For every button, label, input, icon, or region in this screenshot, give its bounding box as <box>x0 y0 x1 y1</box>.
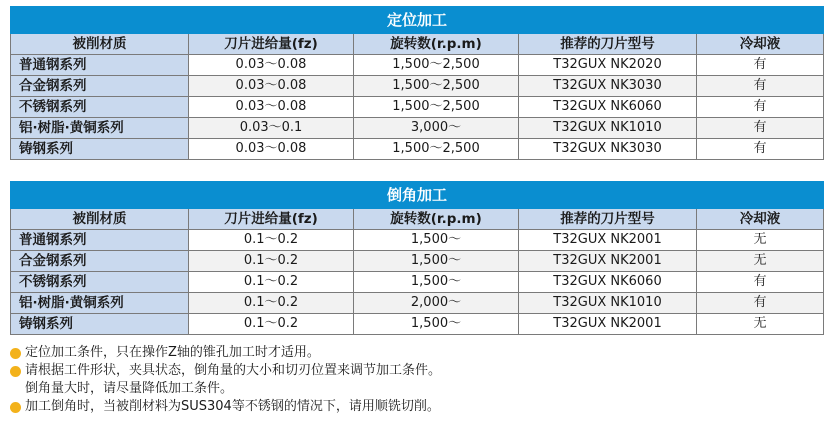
cell-rpm: 1,500～2,500 <box>354 55 519 76</box>
table-row <box>11 118 824 139</box>
cell-material: 铝·树脂·黄铜系列 <box>11 293 189 314</box>
cell-rpm: 2,000～ <box>354 293 519 314</box>
cell-rpm: 1,500～ <box>354 251 519 272</box>
cell-material: 普通钢系列 <box>11 230 189 251</box>
cell-coolant: 无 <box>697 251 824 272</box>
cell-insert: T32GUX NK2001 <box>519 251 697 272</box>
cell-insert: T32GUX NK2001 <box>519 230 697 251</box>
note-text: 请根据工件形状，夹具状态，倒角量的大小和切刃位置来调节加工条件。 <box>25 363 442 378</box>
cell-feed: 0.03～0.08 <box>189 139 354 160</box>
header-coolant: 冷却液 <box>697 209 824 230</box>
cell-feed: 0.1～0.2 <box>189 293 354 314</box>
notes-section <box>10 344 823 416</box>
note-item <box>10 362 823 380</box>
cell-feed: 0.1～0.2 <box>189 251 354 272</box>
cell-insert: T32GUX NK2020 <box>519 55 697 76</box>
cell-feed: 0.1～0.2 <box>189 230 354 251</box>
table-row <box>11 97 824 118</box>
table-row <box>11 230 824 251</box>
cell-insert: T32GUX NK6060 <box>519 272 697 293</box>
cell-insert: T32GUX NK2001 <box>519 314 697 335</box>
cell-rpm: 1,500～ <box>354 272 519 293</box>
header-material: 被削材质 <box>11 209 189 230</box>
cell-rpm: 1,500～2,500 <box>354 76 519 97</box>
note-text: 加工倒角时，当被削材料为SUS304等不锈钢的情况下，请用顺铣切削。 <box>25 399 440 414</box>
cell-rpm: 1,500～ <box>354 314 519 335</box>
table-row <box>11 293 824 314</box>
cell-coolant: 有 <box>697 118 824 139</box>
cell-insert: T32GUX NK6060 <box>519 97 697 118</box>
cell-feed: 0.1～0.2 <box>189 272 354 293</box>
bullet-icon <box>10 402 21 413</box>
cell-insert: T32GUX NK1010 <box>519 118 697 139</box>
note-continuation: 倒角量大时，请尽量降低加工条件。 <box>25 381 234 396</box>
positioning-table <box>10 6 824 160</box>
cell-material: 合金钢系列 <box>11 76 189 97</box>
header-rpm: 旋转数(r.p.m) <box>354 209 519 230</box>
header-material: 被削材质 <box>11 34 189 55</box>
cell-coolant: 有 <box>697 55 824 76</box>
cell-coolant: 有 <box>697 139 824 160</box>
cell-material: 铝·树脂·黄铜系列 <box>11 118 189 139</box>
table-row <box>11 55 824 76</box>
table-row <box>11 76 824 97</box>
table-row <box>11 314 824 335</box>
cell-insert: T32GUX NK1010 <box>519 293 697 314</box>
cell-insert: T32GUX NK3030 <box>519 76 697 97</box>
note-item <box>10 398 823 416</box>
cell-coolant: 无 <box>697 314 824 335</box>
cell-coolant: 有 <box>697 293 824 314</box>
table-row <box>11 272 824 293</box>
cell-coolant: 有 <box>697 76 824 97</box>
table-title: 定位加工 <box>11 7 824 34</box>
cell-material: 普通钢系列 <box>11 55 189 76</box>
cell-feed: 0.03～0.1 <box>189 118 354 139</box>
cell-feed: 0.03～0.08 <box>189 76 354 97</box>
cell-feed: 0.03～0.08 <box>189 55 354 76</box>
header-insert: 推荐的刀片型号 <box>519 34 697 55</box>
note-item <box>10 344 823 362</box>
chamfering-table <box>10 181 824 335</box>
cell-feed: 0.03～0.08 <box>189 97 354 118</box>
cell-rpm: 1,500～2,500 <box>354 97 519 118</box>
cell-coolant: 无 <box>697 230 824 251</box>
header-rpm: 旋转数(r.p.m) <box>354 34 519 55</box>
cell-rpm: 1,500～ <box>354 230 519 251</box>
cell-feed: 0.1～0.2 <box>189 314 354 335</box>
header-feed: 刀片进给量(fz) <box>189 209 354 230</box>
table-row <box>11 251 824 272</box>
cell-material: 不锈钢系列 <box>11 97 189 118</box>
cell-coolant: 有 <box>697 97 824 118</box>
table-row <box>11 139 824 160</box>
cell-rpm: 3,000～ <box>354 118 519 139</box>
cell-material: 不锈钢系列 <box>11 272 189 293</box>
cell-insert: T32GUX NK3030 <box>519 139 697 160</box>
cell-material: 铸钢系列 <box>11 139 189 160</box>
header-coolant: 冷却液 <box>697 34 824 55</box>
cell-material: 合金钢系列 <box>11 251 189 272</box>
header-insert: 推荐的刀片型号 <box>519 209 697 230</box>
bullet-icon <box>10 366 21 377</box>
cell-coolant: 有 <box>697 272 824 293</box>
cell-material: 铸钢系列 <box>11 314 189 335</box>
header-feed: 刀片进给量(fz) <box>189 34 354 55</box>
table-title: 倒角加工 <box>11 182 824 209</box>
cell-rpm: 1,500～2,500 <box>354 139 519 160</box>
note-text: 定位加工条件，只在操作Z轴的锥孔加工时才适用。 <box>25 345 320 360</box>
bullet-icon <box>10 348 21 359</box>
